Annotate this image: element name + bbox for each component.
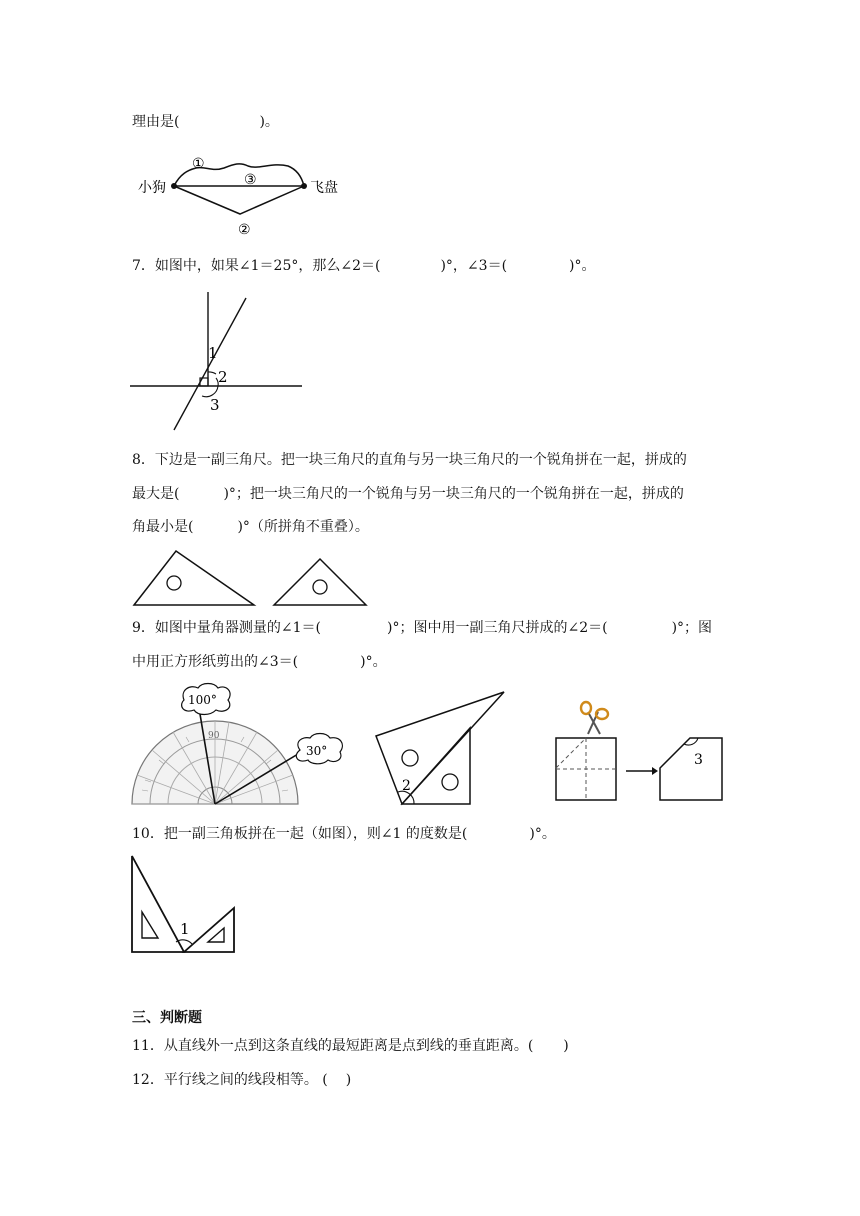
q10-angle1-label: 1: [180, 920, 190, 938]
q6-reason-suffix: )。: [259, 114, 279, 130]
q6-dog-label: 小狗: [138, 180, 166, 196]
q12-text-b: ): [345, 1072, 352, 1088]
q6-path2-label: ②: [238, 222, 251, 238]
q9-line1-c: )°；图: [671, 620, 713, 636]
q9-line2: [132, 652, 387, 672]
q11-question: [132, 1036, 569, 1056]
q6-frisbee-label: 飞盘: [310, 180, 338, 196]
scissors-icon: [581, 702, 608, 734]
q7-angle3-label: 3: [210, 396, 220, 414]
q12-text-a: 12．平行线之间的线段相等。 (: [132, 1072, 328, 1088]
q9-line1-b: )°；图中用一副三角尺拼成的∠2＝(: [387, 620, 608, 636]
q8-line3: [132, 517, 369, 537]
q8-line2: [132, 484, 684, 504]
q6-path1-label: ①: [192, 156, 205, 172]
q9-line1-a: 9．如图中量角器测量的∠1＝(: [132, 620, 322, 636]
q9-square-paper-figure: [548, 696, 730, 806]
q10-triangles-figure: [128, 852, 240, 956]
q9-angle3-label: 3: [694, 752, 703, 768]
q10-question: [132, 824, 556, 844]
q6-path-figure: [132, 150, 352, 240]
q6-path3-label: ③: [244, 172, 257, 188]
q9-line1: [132, 618, 712, 638]
q7-text-c: )°。: [569, 258, 596, 274]
q10-text-a: 10．把一副三角板拼在一起（如图），则∠1 的度数是(: [132, 826, 468, 842]
q10-text-b: )°。: [529, 826, 556, 842]
q8-line1-text: 8．下边是一副三角尺。把一块三角尺的直角与另一块三角尺的一个锐角拼在一起，拼成的: [132, 452, 687, 468]
q11-text-a: 11．从直线外一点到这条直线的最短距离是点到线的垂直距离。(: [132, 1038, 534, 1054]
section-heading-judgment: 三、判断题: [132, 1010, 202, 1026]
q12-question: [132, 1070, 351, 1090]
q8-line3-a: 角最小是(: [132, 519, 194, 535]
q7-text-b: )°，∠3＝(: [440, 258, 508, 274]
q9-protractor-figure: [128, 680, 358, 808]
q8-line2-a: 最大是(: [132, 486, 180, 502]
q8-line2-b: )°；把一块三角尺的一个锐角与另一块三角尺的一个锐角拼在一起，拼成的: [223, 486, 684, 502]
q6-reason-line: [132, 112, 279, 132]
q6-reason-prefix: 理由是(: [132, 114, 180, 130]
q8-triangle-rulers-figure: [130, 545, 375, 610]
q9-bubble-100: 100°: [188, 693, 217, 707]
q8-line1: [132, 450, 687, 470]
q7-angle2-label: 2: [218, 368, 228, 386]
q8-line3-b: )°（所拼角不重叠）。: [237, 519, 369, 535]
q9-bubble-30: 30°: [306, 744, 328, 758]
q7-question: [132, 256, 596, 276]
q9-protractor-90-label: 90: [208, 731, 220, 741]
q7-angle1-label: 1: [208, 344, 218, 362]
q9-line2-a: 中用正方形纸剪出的∠3＝(: [132, 654, 299, 670]
q11-text-b: ): [563, 1038, 569, 1054]
q7-text-a: 7．如图中，如果∠1＝25°，那么∠2＝(: [132, 258, 381, 274]
q9-triangles-figure: [372, 688, 512, 810]
q9-line2-b: )°。: [360, 654, 387, 670]
q9-angle2-label: 2: [402, 778, 411, 794]
q7-angle-figure: [128, 290, 308, 435]
